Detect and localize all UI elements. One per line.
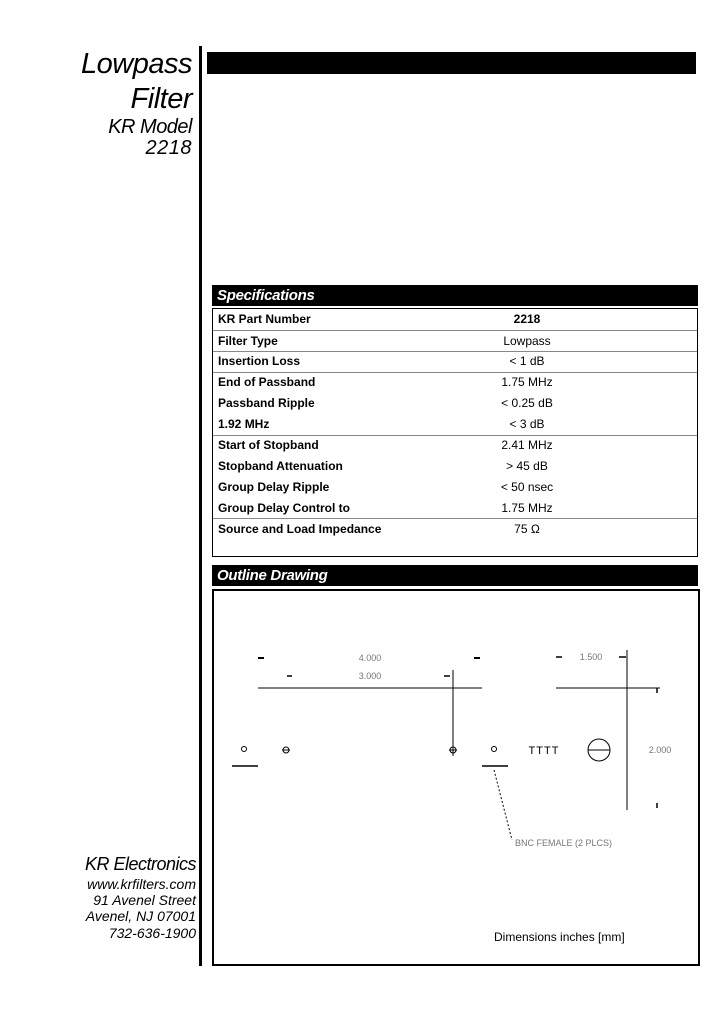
terminal-pins: TTTT bbox=[528, 745, 560, 757]
spec-label: Source and Load Impedance bbox=[218, 522, 382, 536]
spec-value: < 1 dB bbox=[509, 354, 545, 368]
spec-label: Group Delay Ripple bbox=[218, 480, 330, 494]
spec-label: KR Part Number bbox=[218, 312, 311, 326]
specifications-heading: Specifications bbox=[212, 285, 698, 306]
spec-label: Insertion Loss bbox=[218, 354, 301, 368]
spec-label: Start of Stopband bbox=[218, 438, 319, 452]
spec-label: End of Passband bbox=[218, 375, 316, 389]
model-number: 2218 bbox=[145, 137, 192, 159]
spec-value: < 0.25 dB bbox=[501, 396, 553, 410]
spec-label: 1.92 MHz bbox=[218, 417, 270, 431]
product-title-line2: Filter bbox=[130, 83, 192, 115]
spec-label: Filter Type bbox=[218, 334, 278, 348]
company-street: 91 Avenel Street bbox=[93, 892, 196, 908]
company-website[interactable]: www.krfilters.com bbox=[87, 876, 196, 892]
company-name: KR Electronics bbox=[84, 854, 196, 874]
dim-length-label: 4.000 bbox=[358, 653, 382, 663]
spec-label: Group Delay Control to bbox=[218, 501, 350, 515]
leader-line bbox=[494, 770, 512, 840]
spec-value: 1.75 MHz bbox=[501, 501, 553, 515]
company-city: Avenel, NJ 07001 bbox=[85, 908, 196, 924]
mounting-hole-icon bbox=[242, 747, 247, 752]
product-title-line1: Lowpass bbox=[81, 48, 192, 80]
spec-label: Passband Ripple bbox=[218, 396, 315, 410]
dim-height-label: 2.000 bbox=[648, 745, 672, 755]
connector-note: BNC FEMALE (2 PLCS) bbox=[515, 838, 613, 848]
spec-value: < 3 dB bbox=[509, 417, 545, 431]
dim-spacing-label: 3.000 bbox=[358, 671, 382, 681]
spec-value: 2.41 MHz bbox=[501, 438, 553, 452]
spec-label: Stopband Attenuation bbox=[218, 459, 343, 473]
spec-value: 75 Ω bbox=[514, 522, 540, 536]
spec-value: 1.75 MHz bbox=[501, 375, 553, 389]
dim-width-label: 1.500 bbox=[579, 652, 603, 662]
spec-value: > 45 dB bbox=[506, 459, 548, 473]
spec-value: 2218 bbox=[513, 312, 541, 326]
dimensions-note: Dimensions inches [mm] bbox=[494, 930, 625, 944]
mounting-hole-icon bbox=[492, 747, 497, 752]
outline-drawing-heading: Outline Drawing bbox=[212, 565, 698, 586]
spec-value: Lowpass bbox=[503, 334, 551, 348]
model-label: KR Model bbox=[108, 116, 192, 138]
spec-value: < 50 nsec bbox=[500, 480, 554, 494]
company-phone: 732-636-1900 bbox=[108, 925, 196, 941]
